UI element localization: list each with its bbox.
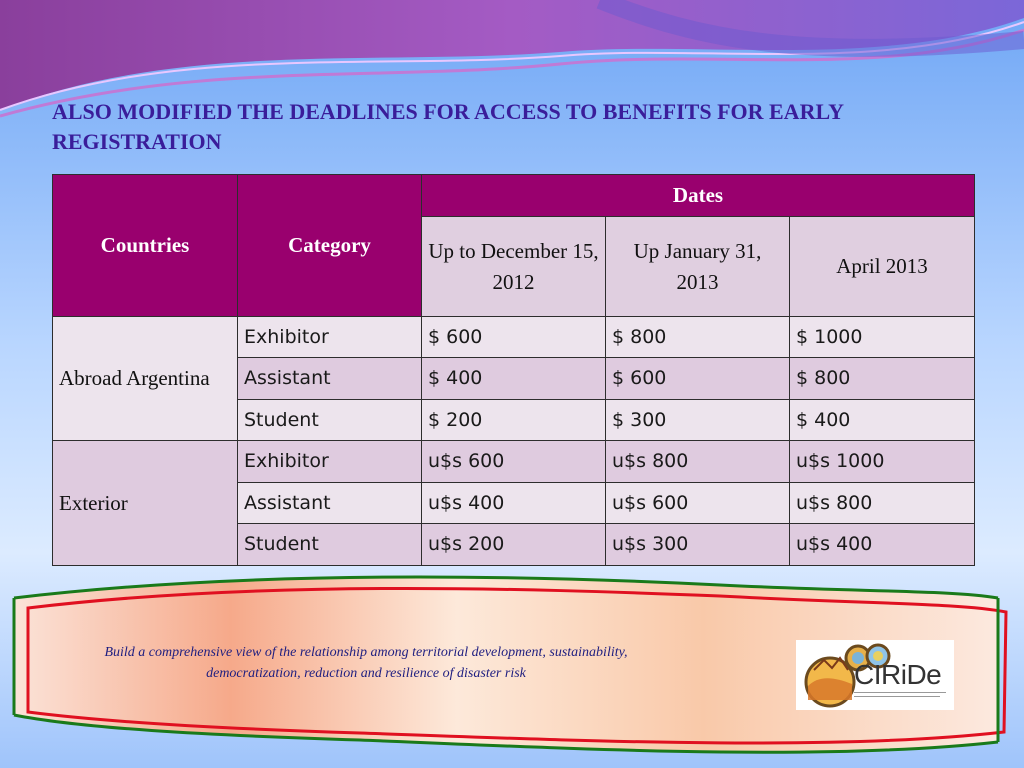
value-cell: u$s 400 — [790, 523, 975, 565]
value-cell: u$s 300 — [606, 523, 790, 565]
category-cell: Student — [238, 399, 422, 440]
header-category: Category — [238, 175, 422, 317]
value-cell: $ 800 — [606, 317, 790, 358]
category-cell: Student — [238, 523, 422, 565]
value-cell: $ 1000 — [790, 317, 975, 358]
value-cell: $ 600 — [606, 358, 790, 399]
deadlines-table — [52, 174, 975, 566]
category-cell: Exhibitor — [238, 440, 422, 482]
category-cell: Assistant — [238, 482, 422, 523]
value-cell: u$s 200 — [422, 523, 606, 565]
category-cell: Assistant — [238, 358, 422, 399]
value-cell: u$s 800 — [606, 440, 790, 482]
value-cell: $ 400 — [790, 399, 975, 440]
value-cell: u$s 600 — [606, 482, 790, 523]
country-cell: Exterior — [53, 440, 238, 565]
value-cell: $ 400 — [422, 358, 606, 399]
header-dates: Dates — [422, 175, 975, 217]
table-row — [53, 317, 975, 358]
table-row — [53, 440, 975, 482]
header-date-1: Up to December 15, 2012 — [422, 217, 606, 317]
footer-caption: Build a comprehensive view of the relationship among territorial development, sustainability, democratization, reduction and resilience of disaster risk — [104, 645, 628, 681]
value-cell: $ 600 — [422, 317, 606, 358]
value-cell: $ 300 — [606, 399, 790, 440]
header-date-2: Up January 31, 2013 — [606, 217, 790, 317]
value-cell: u$s 800 — [790, 482, 975, 523]
logo-text: CIRiDe — [854, 659, 942, 690]
slide-title: ALSO MODIFIED THE DEADLINES FOR ACCESS TO BENEFITS FOR EARLY REGISTRATION — [52, 99, 844, 154]
category-cell: Exhibitor — [238, 317, 422, 358]
value-cell: u$s 1000 — [790, 440, 975, 482]
header-date-3: April 2013 — [790, 217, 975, 317]
country-cell: Abroad Argentina — [53, 317, 238, 440]
value-cell: u$s 600 — [422, 440, 606, 482]
header-countries: Countries — [53, 175, 238, 317]
ciride-logo — [796, 640, 954, 710]
value-cell: u$s 400 — [422, 482, 606, 523]
value-cell: $ 200 — [422, 399, 606, 440]
value-cell: $ 800 — [790, 358, 975, 399]
